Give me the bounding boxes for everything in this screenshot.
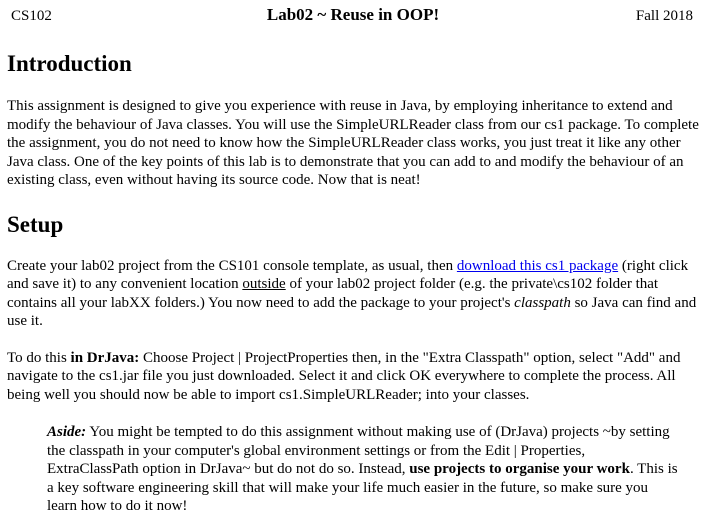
setup-p2-text-b: Choose Project | ProjectProperties then, in the "Extra Classpath" option, select "Add" and navigate to the cs1.jar file you just downloaded. Select it and click OK everywhere to complete the process. All being well you should now be able to import cs1.SimpleURLReader; into your classes.: [7, 349, 681, 403]
setup-p2-text-a: To do this: [7, 349, 71, 366]
classpath-term: classpath: [514, 294, 571, 311]
setup-paragraph-2: [7, 349, 699, 405]
introduction-heading: Introduction: [7, 51, 132, 76]
course-code: CS102: [11, 8, 52, 24]
introduction-paragraph: This assignment is designed to give you experience with reuse in Java, by employing inheritance to extend and modify the behaviour of Java classes. You will use the SimpleURLReader class from our cs1 package. To complete the assignment, you do not need to know how the SimpleURLReader class works, you just treat it like any other Java class. One of the key points of this lab is to demonstrate that you can add to and modify the behaviour of an existing class, even without having its source code. Now that is neat!: [7, 98, 699, 188]
download-cs1-package-link[interactable]: download this cs1 package: [456, 257, 619, 274]
setup-paragraph-1: [7, 257, 699, 331]
setup-p1-text-a: Create your lab02 project from the CS101 console template, as usual, then: [7, 257, 457, 274]
page-header: [7, 0, 699, 28]
setup-p1-text-b: (right click and save it) to any convenient location: [7, 257, 689, 292]
document-page: [7, 0, 699, 516]
page-title: Lab02 ~ Reuse in OOP!: [266, 5, 440, 24]
in-drjava-emphasis: in DrJava:: [70, 349, 140, 366]
setup-p1-text-c: of your lab02 project folder (e.g. the private\cs102 folder that contains all your labXX folders.) You now need to add the package to your project's: [7, 276, 659, 311]
setup-heading: Setup: [7, 211, 64, 237]
setup-p1-text-d: so Java can find and use it.: [7, 294, 697, 329]
aside-note: [47, 423, 679, 516]
term-label: Fall 2018: [635, 8, 693, 24]
aside-emphasis: use projects to organise your work: [409, 461, 630, 477]
aside-text-b: . This is a key software engineering skill that will make your life much easier in the future, so make sure you learn how to do it now!: [47, 461, 678, 514]
aside-text-a: You might be tempted to do this assignment without making use of (DrJava) projects ~by setting the classpath in your computer's global environment settings or from the Edit | Properties, ExtraClassPath option in DrJava~ but do not do so. Instead,: [47, 424, 670, 477]
aside-label: Aside:: [47, 424, 87, 440]
outside-emphasis: outside: [242, 276, 286, 292]
